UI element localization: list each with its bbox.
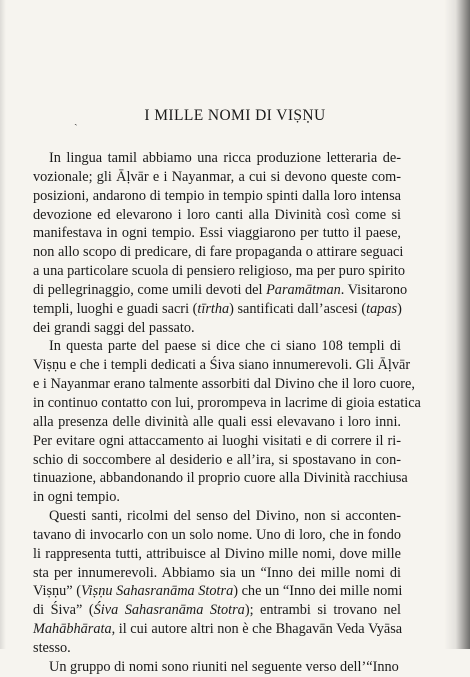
text-segment: tapas bbox=[366, 300, 398, 317]
text-line bbox=[33, 224, 401, 243]
text-segment: Viṣṇu” ( bbox=[33, 583, 81, 600]
text-line bbox=[33, 507, 401, 526]
text-segment: manifestava in ogni tempio. Essi viaggiarono per tutto il paese, bbox=[33, 225, 401, 242]
text-segment: Viṣṇu e che i templi dedicati a Śiva siano innumerevoli. Gli Āḷvār bbox=[33, 357, 411, 374]
text-segment: Un gruppo di nomi sono riuniti nel seguente verso dell’“Inno bbox=[49, 658, 399, 675]
text-segment: in ogni tempio. bbox=[33, 489, 120, 506]
text-segment: In questa parte del paese si dice che ci siano 108 templi di bbox=[49, 338, 401, 355]
text-segment: templi, luoghi e guadi sacri ( bbox=[33, 300, 198, 317]
text-segment: Śiva Sahasranāma Stotra bbox=[93, 602, 245, 619]
text-segment: posizioni, andarono di tempio in tempio spinti dalla loro intensa bbox=[33, 187, 401, 204]
text-line bbox=[33, 187, 401, 206]
text-line bbox=[33, 545, 401, 564]
text-line bbox=[33, 526, 401, 545]
text-line bbox=[33, 620, 401, 639]
text-line bbox=[33, 413, 401, 432]
text-segment: tīrtha bbox=[197, 300, 230, 317]
text-line bbox=[33, 658, 401, 677]
text-segment: Per evitare ogni attaccamento ai luoghi visitati e di correre il ri- bbox=[33, 432, 401, 449]
body-text bbox=[33, 149, 421, 677]
text-line bbox=[33, 281, 408, 300]
paragraph bbox=[33, 658, 401, 677]
text-line bbox=[33, 356, 411, 375]
text-segment: ); entrambi si trovano nel bbox=[244, 602, 401, 619]
text-segment: di Śiva” ( bbox=[33, 602, 94, 619]
text-line bbox=[33, 601, 401, 620]
text-line bbox=[33, 488, 401, 507]
text-segment: Paramātman bbox=[266, 281, 341, 298]
text-segment: e i Nayanmar erano talmente assorbiti dal Divino che il loro cuore, bbox=[33, 376, 415, 393]
text-segment: ) che un “Inno dei mille nomi bbox=[233, 583, 403, 600]
text-line bbox=[33, 149, 401, 168]
text-segment: sta per innumerevoli. Abbiamo sia un “Inno dei mille nomi di bbox=[33, 564, 401, 581]
text-segment: Questi santi, ricolmi del senso del Divino, non si acconten- bbox=[49, 508, 401, 525]
text-segment: . Visitarono bbox=[340, 281, 408, 298]
paragraph bbox=[33, 337, 421, 507]
text-segment: stesso. bbox=[33, 639, 71, 656]
text-segment: devozione ed elevarono i loro canti alla Divinità così come si bbox=[33, 206, 401, 223]
text-segment: dei grandi saggi del passato. bbox=[33, 319, 195, 336]
text-segment: In lingua tamil abbiamo una ricca produzione letteraria de- bbox=[49, 150, 401, 166]
text-line bbox=[33, 337, 401, 356]
chapter-title: I MILLE NOMI DI VIṢṆU bbox=[144, 107, 326, 124]
text-segment: vozionale; gli Āḷvār e i Nayanmar, a cui si devono queste com- bbox=[33, 168, 401, 185]
text-segment: alla presenza delle divinità alle quali essi elevavano i loro inni. bbox=[33, 413, 401, 430]
text-line bbox=[33, 582, 401, 601]
text-segment: ) santificati dall’ascesi ( bbox=[229, 300, 367, 317]
text-segment: schio di soccombere al desiderio e all’ira, si spostavano in con- bbox=[33, 451, 401, 468]
text-line bbox=[33, 375, 415, 394]
text-line bbox=[33, 469, 408, 488]
page-edge-shadow-left bbox=[0, 0, 6, 649]
text-segment: tinuazione, abbandonando il proprio cuore alla Divinità racchiusa bbox=[33, 470, 408, 487]
text-segment: ) bbox=[397, 300, 402, 317]
text-segment: Mahābhārata bbox=[33, 621, 112, 638]
paragraph bbox=[33, 507, 401, 658]
text-line bbox=[33, 639, 401, 658]
text-line bbox=[33, 206, 401, 225]
text-segment: di pellegrinaggio, come umili devoti del bbox=[33, 281, 267, 298]
text-segment: in continuo contatto con lui, prorompeva in lacrime di gioia estatica bbox=[33, 394, 421, 411]
text-segment: tavano di invocarlo con un solo nome. Uno di loro, che in fondo bbox=[33, 526, 401, 543]
text-line bbox=[33, 168, 401, 187]
paragraph bbox=[33, 149, 408, 337]
text-segment: li rappresenta tutti, attribuisce al Divino mille nomi, dove mille bbox=[33, 545, 401, 562]
text-line bbox=[33, 564, 401, 583]
text-line bbox=[33, 451, 401, 470]
text-line bbox=[33, 319, 401, 338]
text-line bbox=[33, 262, 405, 281]
text-line bbox=[33, 432, 401, 451]
text-segment: non allo scopo di predicare, di fare propaganda o attirare seguaci bbox=[33, 244, 404, 261]
text-line bbox=[33, 243, 404, 262]
text-line bbox=[33, 300, 401, 319]
page-gutter-shadow bbox=[444, 0, 470, 649]
text-line bbox=[33, 394, 421, 413]
text-segment: a una particolare scuola di pensiero religioso, ma per puro spirito bbox=[33, 263, 405, 280]
text-segment: Viṣṇu Sahasranāma Stotra bbox=[80, 583, 234, 600]
stray-ink-mark: ˏ bbox=[74, 114, 78, 126]
text-segment: , il cui autore altri non è che Bhagavān Veda Vyāsa bbox=[111, 621, 403, 638]
